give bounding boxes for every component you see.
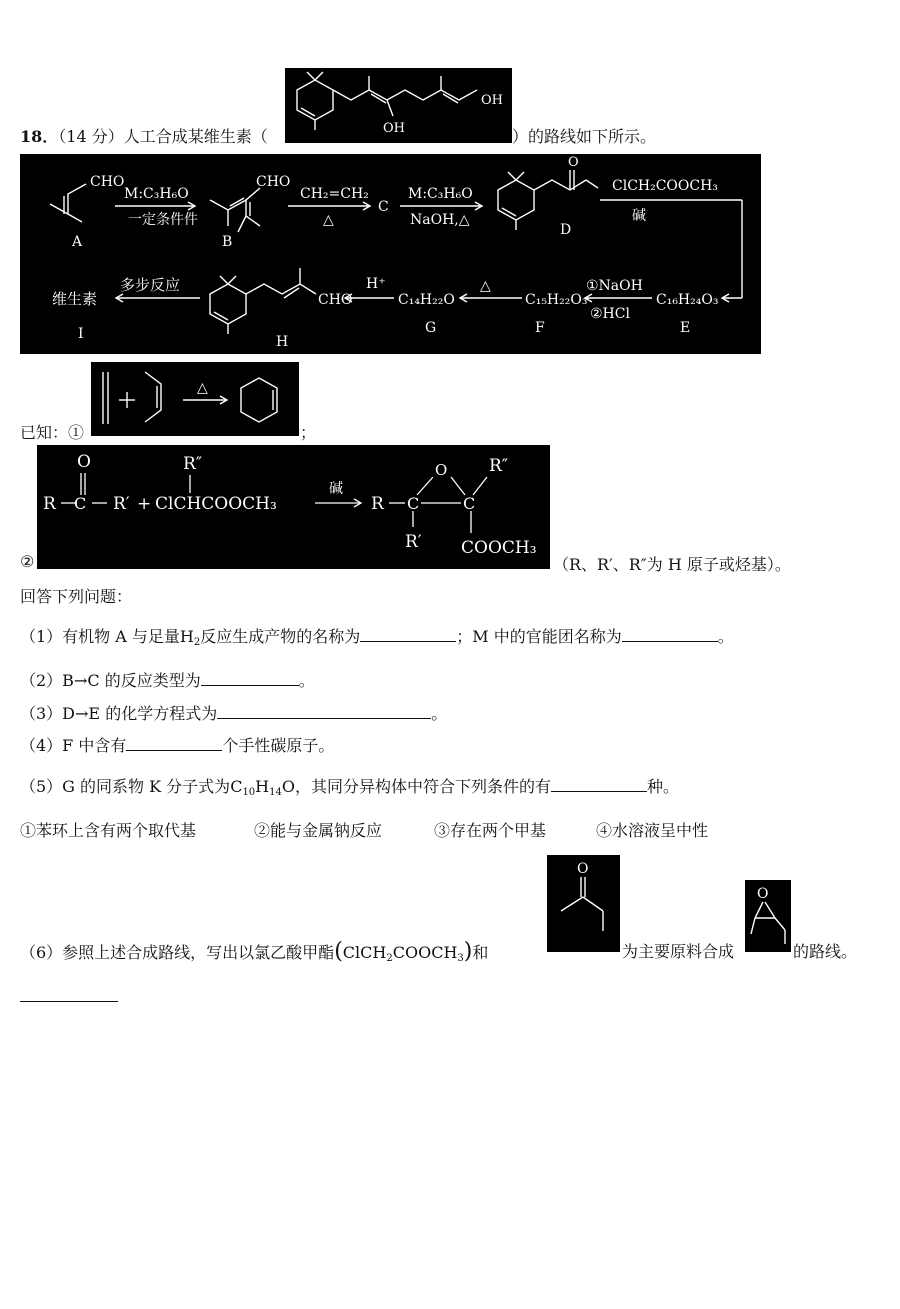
known-prefix: 已知：① <box>20 423 85 442</box>
c-label: C <box>378 199 389 215</box>
question-5 <box>20 774 679 798</box>
q3-part-b: E 的化学方程式为 <box>88 704 218 723</box>
q1-part-a: （1）有机物 A 与足量 <box>20 627 180 646</box>
g-label: G <box>425 320 437 336</box>
q6-formula: ClCH <box>342 943 387 962</box>
epoxide-structure-image <box>745 880 791 952</box>
condition-4: ④水溶液呈中性 <box>596 821 709 840</box>
q5-c-sub: 10 <box>242 787 256 798</box>
step2-top: CH₂=CH₂ <box>300 186 369 202</box>
question-title <box>20 124 268 147</box>
svg-text:O: O <box>435 461 448 479</box>
question-1 <box>20 624 734 648</box>
vitamin-oh-top: OH <box>481 93 503 108</box>
known-r2-prefix: ② <box>20 552 35 571</box>
vitamin-oh-bottom: OH <box>383 121 405 136</box>
synthesis-route-image <box>20 154 761 354</box>
step4-bottom: 碱 <box>632 208 646 224</box>
q6-part-b: 和 <box>472 943 489 962</box>
q1-part-d: 。 <box>717 627 734 646</box>
vitamin-structure-image <box>285 68 512 143</box>
i-label: I <box>78 326 84 342</box>
step6-top: △ <box>480 278 491 294</box>
q5-part-a: （5）G 的同系物 K 分子式为 <box>20 777 231 796</box>
step4-top: ClCH₂COOCH₃ <box>612 178 718 194</box>
q4-blank[interactable] <box>126 736 222 751</box>
condition-3: ③存在两个甲基 <box>434 821 547 840</box>
q6-part-c: 为主要原料合成 <box>622 942 735 961</box>
d-label: D <box>560 222 572 238</box>
known-r2-plus: + <box>137 494 152 514</box>
f-formula: C₁₅H₂₂O₃ <box>525 292 588 308</box>
q1-blank-1[interactable] <box>360 627 456 642</box>
q5-c: C <box>230 777 243 796</box>
step7-top: H⁺ <box>366 276 386 292</box>
b-label: B <box>222 234 233 250</box>
question-number: 18． <box>20 127 59 146</box>
svg-text:R: R <box>371 494 384 514</box>
svg-text:C: C <box>463 494 476 513</box>
question-intro-end: ）的路线如下所示。 <box>512 127 657 146</box>
q1-h2: H <box>179 627 194 646</box>
q6-part-d: 的路线。 <box>793 942 858 961</box>
e-formula: C₁₆H₂₄O₃ <box>656 292 719 308</box>
svg-text:R″: R″ <box>489 456 509 476</box>
q3-blank[interactable] <box>217 704 431 719</box>
q5-h-sub: 14 <box>269 787 282 798</box>
svg-text:C: C <box>74 494 87 513</box>
q5-o: O <box>281 777 295 796</box>
q2-part-a: （2）B <box>20 671 74 690</box>
ketone-o: O <box>577 861 589 877</box>
known-reaction-2-image <box>37 445 550 569</box>
q5-part-d: 种。 <box>647 777 680 796</box>
q2-part-b: C 的反应类型为 <box>87 671 201 690</box>
q4-part-a: （4）F 中含有 <box>20 736 127 755</box>
step1-top: M:C₃H₆O <box>124 186 189 202</box>
known-reaction-1-image <box>91 362 299 436</box>
b-group: CHO <box>256 174 291 190</box>
a-label: A <box>72 234 83 250</box>
known-r2-rpp: R″ <box>183 454 203 474</box>
g-formula: C₁₄H₂₂O <box>398 292 455 308</box>
q3-part-c: 。 <box>431 704 448 723</box>
known-r2-reagent: ClCHCOOCH₃ <box>155 494 277 514</box>
q5-blank[interactable] <box>551 777 647 792</box>
q6-formula-sub: 2 <box>386 953 393 964</box>
svg-text:R′: R′ <box>405 532 422 552</box>
h-label: H <box>276 334 289 350</box>
q6-part-a: （6）参照上述合成路线，写出以氯乙酸甲酯 <box>20 943 335 962</box>
a-group: CHO <box>90 174 125 190</box>
known-r2-cond: 碱 <box>329 481 343 497</box>
answer-prompt: 回答下列问题： <box>20 587 133 606</box>
known-r2-o: O <box>77 452 91 472</box>
known-r2-note: （R、R′、R″为 H 原子或烃基）。 <box>553 555 791 574</box>
q1-blank-2[interactable] <box>622 627 718 642</box>
h-group: CHO <box>318 292 353 308</box>
step3-top: M:C₃H₆O <box>408 186 473 202</box>
step5-top: ①NaOH <box>586 278 643 294</box>
f-label: F <box>535 320 545 336</box>
q2-arrow: → <box>73 671 88 690</box>
question-6 <box>20 939 488 964</box>
butanone-structure-image <box>547 855 620 952</box>
known-r2-prod-ester: COOCH₃ <box>461 538 537 558</box>
known-r1-cond: △ <box>197 380 208 396</box>
question-3 <box>20 701 447 724</box>
q2-blank[interactable] <box>201 671 299 686</box>
e-label: E <box>680 320 691 336</box>
q1-part-c: ；M 中的官能团名称为 <box>456 627 622 646</box>
known-r2-r: R <box>43 494 56 514</box>
q6-paren-open: ( <box>334 939 343 964</box>
q4-part-b: 个手性碳原子。 <box>222 736 335 755</box>
d-group: O <box>568 155 579 170</box>
q2-part-c: 。 <box>298 671 315 690</box>
i-name: 维生素 <box>52 290 98 308</box>
q5-h: H <box>255 777 270 796</box>
condition-2: ②能与金属钠反应 <box>254 821 383 840</box>
q1-h2-sub: 2 <box>193 637 201 648</box>
question-intro: 人工合成某维生素（ <box>123 127 268 146</box>
question-2 <box>20 668 315 691</box>
q1-part-b: 反应生成产物的名称为 <box>200 627 361 646</box>
q3-arrow: → <box>75 704 89 723</box>
q6-formula-rest: COOCH <box>392 943 458 962</box>
q6-answer-line[interactable] <box>20 1001 118 1002</box>
condition-1: ①苯环上含有两个取代基 <box>20 821 197 840</box>
svg-text:C: C <box>407 494 420 513</box>
step3-bottom: NaOH,△ <box>410 212 470 228</box>
question-score: （14 分） <box>58 127 124 146</box>
known-r2-rp: R′ <box>113 494 130 514</box>
step2-bottom: △ <box>323 212 334 228</box>
step8-top: 多步反应 <box>120 276 181 294</box>
step1-bottom: 一定条件件 <box>128 212 198 228</box>
q6-formula-sub2: 3 <box>457 953 464 964</box>
q3-part-a: （3）D <box>20 704 76 723</box>
epoxide-o: O <box>757 886 769 902</box>
q6-paren-close: ) <box>463 939 473 964</box>
question-4 <box>20 733 334 756</box>
step5-bottom: ②HCl <box>590 306 630 322</box>
q5-part-b: ，其同分异构体中符合下列条件的有 <box>294 777 551 796</box>
known-semicolon: ； <box>300 423 317 442</box>
